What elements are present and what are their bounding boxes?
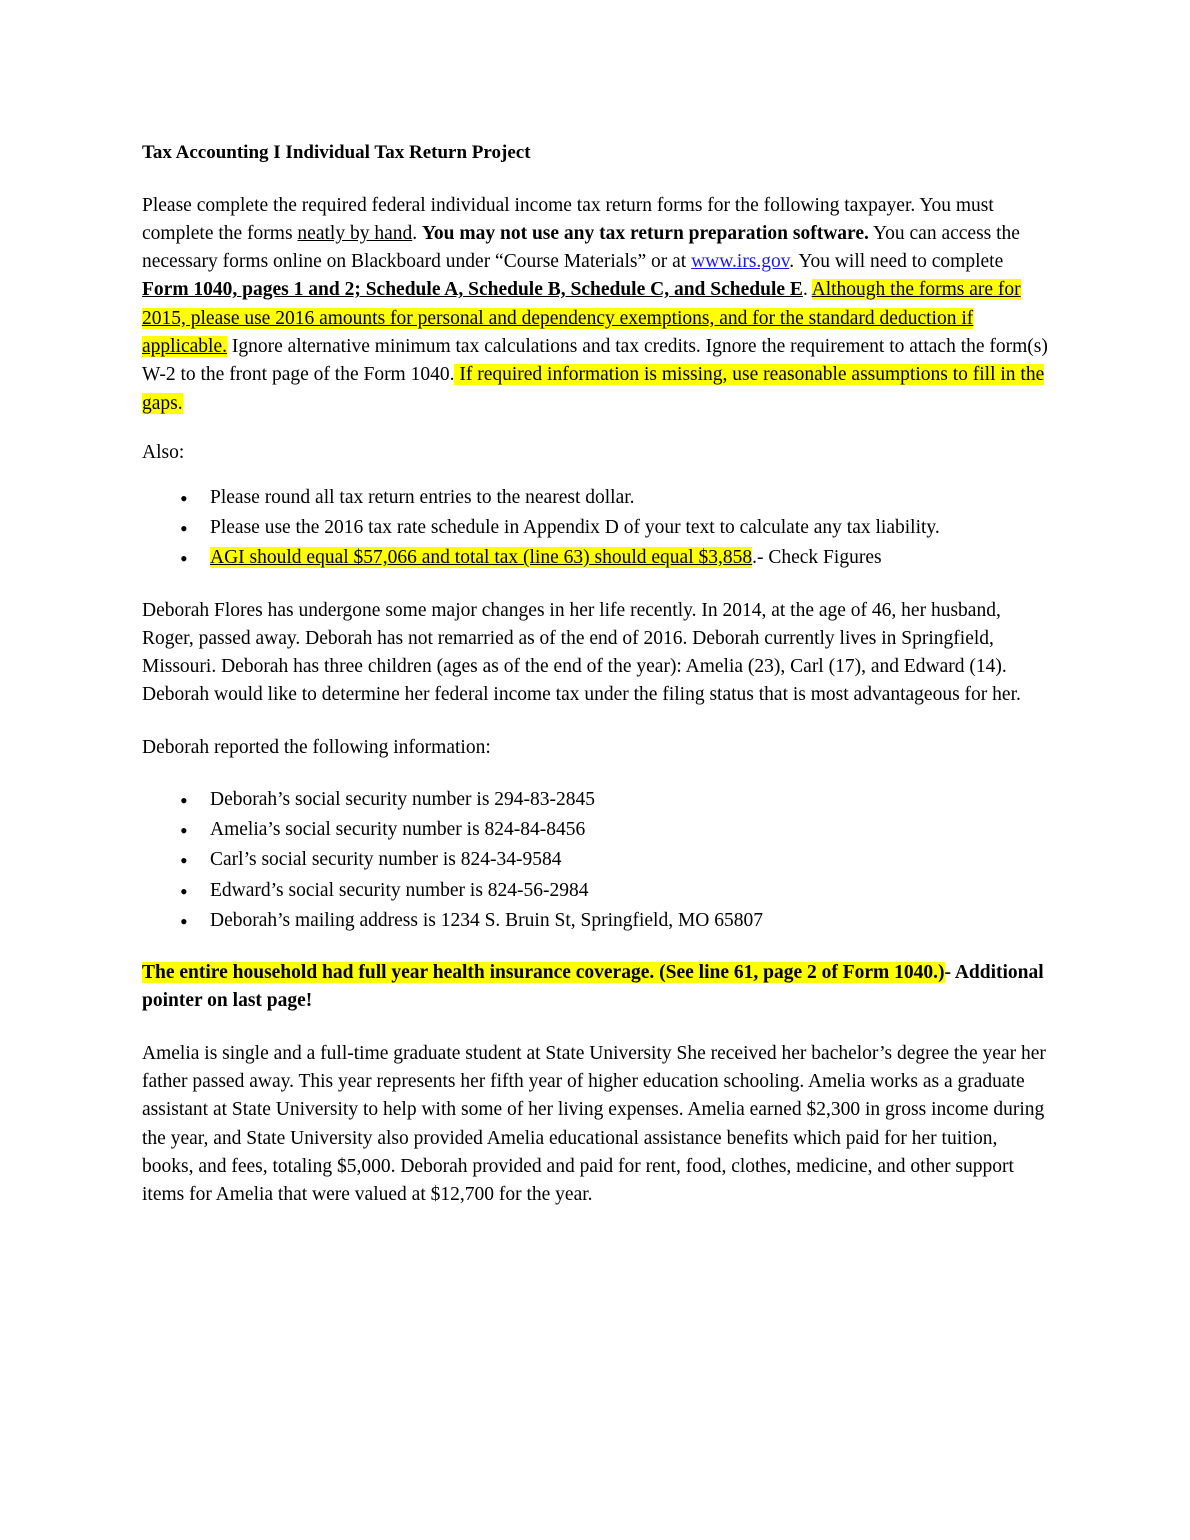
intro-text-6: Ignore alternative minimum tax calculations and tax credits. Ignore the requirement to attach the form(s) W-2 to the front page of the Form 1040. xyxy=(142,335,1048,386)
list-item xyxy=(210,907,1050,935)
page-title: Tax Accounting I Individual Tax Return Project xyxy=(142,142,531,163)
check-figures-tail: .- Check Figures xyxy=(752,547,882,569)
intro-text-5: . xyxy=(802,279,812,301)
also-label: Also: xyxy=(142,441,185,463)
bullet-text: Deborah’s social security number is 294-83-2845 xyxy=(210,788,596,810)
intro-paragraph xyxy=(142,192,1050,418)
intro-neatly-by-hand: neatly by hand xyxy=(297,222,413,244)
intro-forms-required: Form 1040, pages 1 and 2; Schedule A, Schedule B, Schedule C, and Schedule E xyxy=(142,279,803,301)
bullet-text: Please round all tax return entries to the nearest dollar. xyxy=(210,486,635,508)
list-item xyxy=(210,786,1050,814)
bullet-text: Deborah’s mailing address is 1234 S. Bruin St, Springfield, MO 65807 xyxy=(210,909,764,931)
list-item-check-figures xyxy=(210,544,1050,572)
insurance-note xyxy=(142,959,1050,1016)
intro-highlight-assumptions: If required information is missing, use reasonable assumptions to fill in the gaps. xyxy=(142,364,1045,414)
list-item xyxy=(210,484,1050,512)
bullet-text: Amelia’s social security number is 824-84-8456 xyxy=(210,819,586,841)
intro-text-1: Please complete the required federal individual income tax return forms for the following taxpayer. You must complete the forms xyxy=(142,194,994,244)
bullet-text: Carl’s social security number is 824-34-9584 xyxy=(210,849,562,871)
insurance-note-tail: - Additional pointer on last page! xyxy=(142,962,1044,1012)
irs-link[interactable]: www.irs.gov xyxy=(691,251,790,273)
intro-highlight-2016-amounts: Although the forms are for 2015, please use 2016 amounts for personal and dependency exemptions, and for the standard deduction if applicable. xyxy=(142,279,1021,357)
background-paragraph: Deborah Flores has undergone some major changes in her life recently. In 2014, at the age of 46, her husband, Roger, passed away. Deborah has not remarried as of the end of 2016. Deborah currently lives in Springfield, Missouri. Deborah has three children (ages as of the end of the year): Amelia (23), Carl (17), and Edward (14). Deborah would like to determine her federal income tax under the filing status that is most advantageous for her. xyxy=(142,599,1021,706)
insurance-note-highlight: The entire household had full year health insurance coverage. (See line 61, page 2 of Form 1040.) xyxy=(142,962,945,984)
intro-text-3: You can access the necessary forms online on Blackboard under “Course Materials” or at xyxy=(142,222,1020,273)
list-item xyxy=(210,816,1050,844)
list-item xyxy=(210,514,1050,542)
reported-info-list xyxy=(142,786,1050,935)
bullet-text: Edward’s social security number is 824-56-2984 xyxy=(210,879,589,901)
also-bullet-list xyxy=(142,484,1050,573)
amelia-paragraph: Amelia is single and a full-time graduate student at State University She received her bachelor’s degree the year her father passed away. This year represents her fifth year of higher education schooling. Amelia works as a graduate assistant at State University to help with some of her living expenses. Amelia earned $2,300 in gross income during the year, and State University also provided Amelia educational assistance benefits which paid for her tuition, books, and fees, totaling $5,000. Deborah provided and paid for rent, food, clothes, medicine, and other support items for Amelia that were valued at $12,700 for the year. xyxy=(142,1042,1046,1206)
bullet-text: Please use the 2016 tax rate schedule in Appendix D of your text to calculate any tax liability. xyxy=(210,517,940,539)
check-figures-highlight: AGI should equal $57,066 and total tax (line 63) should equal $3,858 xyxy=(210,547,753,569)
intro-text-2: . xyxy=(412,222,422,244)
reported-info-label: Deborah reported the following information: xyxy=(142,736,491,758)
list-item xyxy=(210,877,1050,905)
list-item xyxy=(210,846,1050,874)
intro-no-software: You may not use any tax return preparation software. xyxy=(421,222,869,244)
intro-text-4: . You will need to complete xyxy=(789,251,1004,273)
